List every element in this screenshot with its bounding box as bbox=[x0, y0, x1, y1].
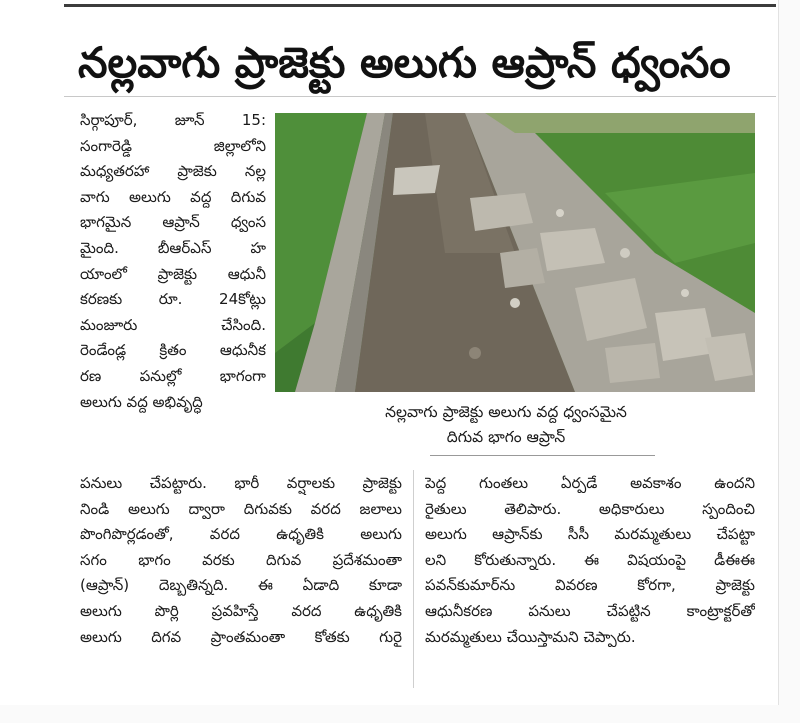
bottom-right-column bbox=[425, 471, 755, 650]
text-line: మైంది. బీఆర్ఎస్ హ bbox=[80, 238, 266, 257]
text-line: భాగమైన ఆప్రాన్ ధ్వంస bbox=[80, 213, 266, 232]
headline-rule bbox=[64, 96, 776, 97]
text-line: అలుగు వద్ద అభివృద్ధి bbox=[80, 392, 203, 411]
text-line: రైతులు తెలిపారు. అధికారులు స్పందించి bbox=[425, 499, 755, 518]
bottom-left-column bbox=[80, 471, 402, 650]
text-line: మంజూరు చేసింది. bbox=[80, 315, 266, 334]
text-line: అలుగు ఆప్రాన్‌కు సీసీ మరమ్మతులు చేపట్టా bbox=[425, 525, 755, 544]
page-edge-right bbox=[778, 0, 800, 723]
page-edge-bottom bbox=[0, 705, 800, 723]
caption-line-1: నల్లవాగు ప్రాజెక్టు అలుగు వద్ద ధ్వంసమైన bbox=[385, 403, 627, 421]
text-line: (ఆప్రాన్) దెబ్బతిన్నది. ఈ ఏడాది కూడా bbox=[80, 576, 402, 595]
text-line: మరమ్మతులు చేయిస్తామని చెప్పారు. bbox=[425, 627, 636, 646]
text-line: సంగారెడ్డి జిల్లాలోని bbox=[80, 136, 266, 155]
text-line: సగం భాగం వరకు దిగువ ప్రదేశమంతా bbox=[80, 550, 402, 569]
news-photo bbox=[275, 113, 755, 392]
text-line: రణ పనుల్లో భాగంగా bbox=[80, 366, 266, 385]
text-line: పనులు చేపట్టారు. భారీ వర్షాలకు ప్రాజెక్టు bbox=[80, 474, 402, 492]
text-line: కరణకు రూ. 24కోట్లు bbox=[80, 290, 266, 309]
text-line: ఆధునీకరణ పనులు చేపట్టిన కాంట్రాక్టర్‌తో bbox=[425, 601, 755, 620]
column-divider bbox=[413, 470, 414, 688]
text-line: పవన్‌కుమార్‌ను వివరణ కోరగా, ప్రాజెక్టు bbox=[425, 576, 755, 595]
text-line: లని కోరుతున్నారు. ఈ విషయంపై డీఈఈ bbox=[425, 550, 755, 569]
text-line: అలుగు పొర్లి ప్రవహిస్తే వరద ఉధృతికి bbox=[80, 601, 402, 620]
photo-caption bbox=[332, 400, 680, 450]
text-line: నిండి అలుగు ద్వారా దిగువకు వరద జలాలు bbox=[80, 499, 402, 518]
text-line: పొంగిపొర్లడంతో, వరద ఉధృతికి అలుగు bbox=[80, 525, 402, 544]
caption-line-2: దిగువ భాగం ఆప్రాన్ bbox=[446, 428, 566, 446]
caption-rule bbox=[430, 455, 655, 456]
text-line: రెండేండ్ల క్రితం ఆధునీక bbox=[80, 341, 266, 360]
text-line: సిర్గాపూర్, జూన్ 15: bbox=[80, 111, 266, 129]
text-line: అలుగు దిగవ ప్రాంతమంతా కోతకు గురై bbox=[80, 627, 402, 646]
left-column bbox=[80, 108, 266, 415]
text-line: వాగు అలుగు వద్ద దిగువ bbox=[80, 187, 266, 206]
text-line: పెద్ద గుంతలు ఏర్పడే అవకాశం ఉందని bbox=[425, 474, 755, 492]
top-rule bbox=[64, 4, 776, 7]
headline: నల్లవాగు ప్రాజెక్టు అలుగు ఆప్రాన్ ధ్వంసం bbox=[78, 38, 731, 87]
text-line: యాంలో ప్రాజెక్టు ఆధునీ bbox=[80, 264, 266, 283]
text-line: మధ్యతరహా ప్రాజెకు నల్ల bbox=[80, 162, 266, 181]
